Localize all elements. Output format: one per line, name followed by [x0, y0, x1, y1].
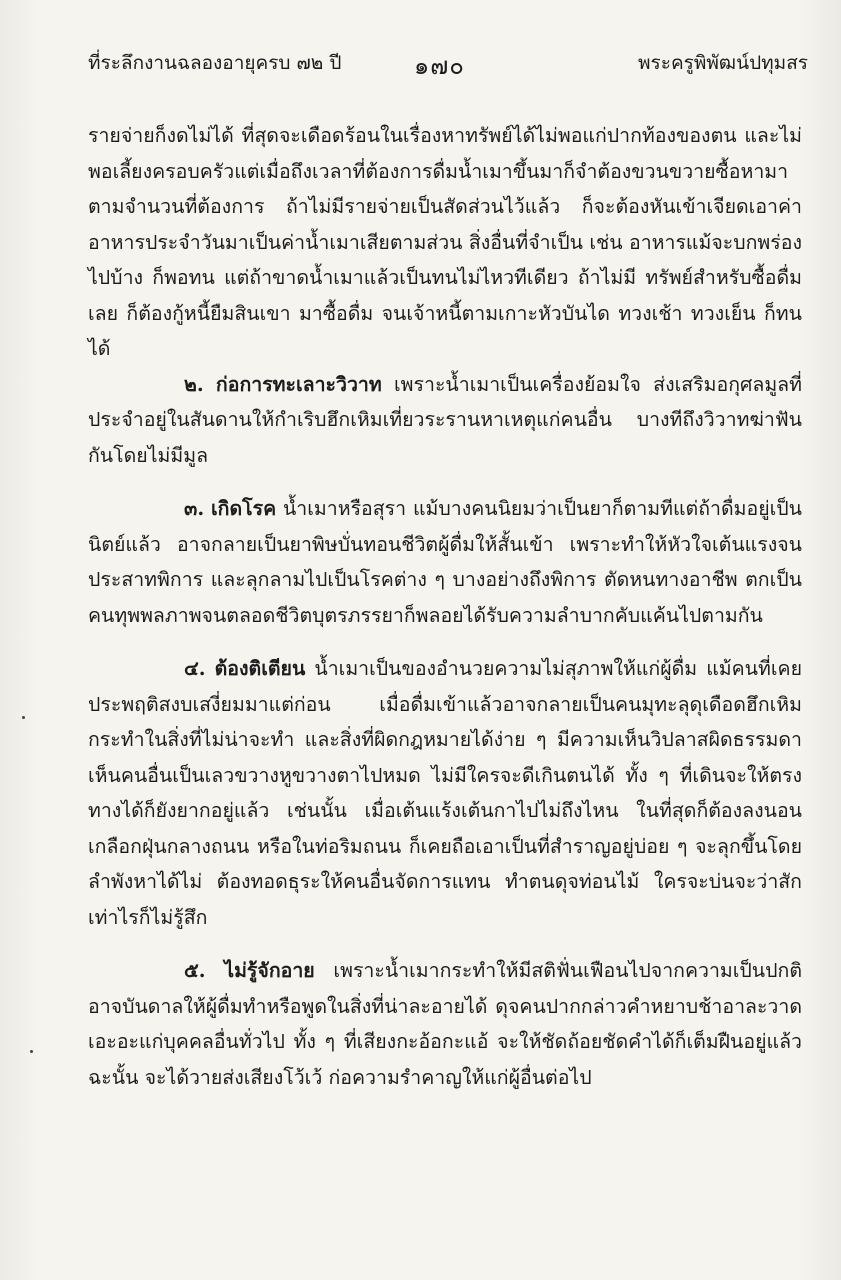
header-left-title: ที่ระลึกงานฉลองอายุครบ ๗๒ ปี	[88, 52, 342, 74]
page-header	[88, 46, 808, 80]
page-number: ๑๗๐	[414, 52, 465, 80]
body-text	[88, 118, 802, 1095]
item-term: ต้องติเตียน	[214, 657, 306, 680]
list-item	[88, 491, 802, 633]
item-text: น้ำเมาเป็นของอำนวยความไม่สุภาพให้แก่ผู้ดื่ม แม้คนที่เคยประพฤติสงบเสงี่ยมมาแต่ก่อน เมื่อดื่มเข้าแล้วอาจกลายเป็นคนมุทะลุดุเดือดฮึกเหิม กระทำในสิ่งที่ไม่น่าจะทำ และสิ่งที่ผิดกฎหมายได้ง่าย ๆ มีความเห็นวิปลาสผิดธรรมดา เห็นคนอื่นเป็นเลวขวางหูขวางตาไปหมด ไม่มีใครจะดีเกินตนได้ ทั้ง ๆ ที่เดินจะให้ตรงทางได้ก็ยังยากอยู่แล้ว เช่นนั้น เมื่อเต้นแร้งเต้นกาไปไม่ถึงไหน ในที่สุดก็ต้องลงนอนเกลือกฝุ่นกลางถนน หรือในท่อริมถนน ก็เคยถือเอาเป็นที่สำราญอยู่บ่อย ๆ จะลุกขึ้นโดยลำพังหาได้ไม่ ต้องทอดธุระให้คนอื่นจัดการแทน ทำตนดุจท่อนไม้ ใครจะบ่นจะว่าสักเท่าไรก็ไม่รู้สึก	[88, 657, 802, 929]
item-term: ก่อการทะเลาะวิวาท	[215, 372, 382, 396]
item-number: ๓.	[184, 497, 205, 520]
list-item	[88, 367, 802, 474]
list-item	[88, 953, 802, 1095]
item-number: ๔.	[184, 657, 206, 680]
header-right-title: พระครูพิพัฒน์ปทุมสร	[638, 52, 808, 74]
scan-speck	[22, 716, 25, 719]
scan-speck	[30, 1050, 33, 1053]
item-text: เพราะน้ำเมากระทำให้มีสติฟั่นเฟือนไปจากความเป็นปกติ อาจบันดาลให้ผู้ดื่มทำหรือพูดในสิ่งที่น่าละอายได้ ดุจคนปากกล่าวคำหยาบช้าอาละวาดเอะอะแก่บุคคลอื่นทั่วไป ทั้ง ๆ ที่เสียงกะอ้อกะแอ้ จะให้ชัดถ้อยชัดคำได้ก็เต็มฝืนอยู่แล้ว ฉะนั้น จะได้วายส่งเสียงโว้เว้ ก่อความรำคาญให้แก่ผู้อื่นต่อไป	[88, 959, 802, 1089]
item-term: เกิดโรค	[210, 497, 277, 520]
item-number: ๒.	[184, 372, 204, 396]
item-text: เพราะน้ำเมาเป็นเครื่องย้อมใจ ส่งเสริมอกุศลมูลที่ประจำอยู่ในสันดานให้กำเริบฮึกเหิมเที่ยวระรานหาเหตุแก่คนอื่น บางทีถึงวิวาทฆ่าฟันกันโดยไม่มีมูล	[88, 372, 802, 467]
item-number: ๕.	[184, 959, 206, 982]
item-term: ไม่รู้จักอาย	[224, 959, 315, 982]
item-text: น้ำเมาหรือสุรา แม้บางคนนิยมว่าเป็นยาก็ตามทีแต่ถ้าดื่มอยู่เป็นนิตย์แล้ว อาจกลายเป็นยาพิษบั่นทอนชีวิตผู้ดื่มให้สั้นเข้า เพราะทำให้หัวใจเต้นแรงจนประสาทพิการ และลุกลามไปเป็นโรคต่าง ๆ บางอย่างถึงพิการ ตัดหนทางอาชีพ ตกเป็นคนทุพพลภาพจนตลอดชีวิตบุตรภรรยาก็พลอยได้รับความลำบากคับแค้นไปตามกัน	[88, 497, 802, 627]
intro-paragraph: รายจ่ายก็งดไม่ได้ ที่สุดจะเดือดร้อนในเรื่องหาทรัพย์ได้ไม่พอแก่ปากท้องของตน และไม่พอเลี้ยงครอบครัวแต่เมื่อถึงเวลาที่ต้องการดื่มน้ำเมาขึ้นมาก็จำต้องขวนขวายซื้อหามาตามจำนวนที่ต้องการ ถ้าไม่มีรายจ่ายเป็นสัดส่วนไว้แล้ว ก็จะต้องหันเข้าเจียดเอาค่าอาหารประจำวันมาเป็นค่าน้ำเมาเสียตามส่วน สิ่งอื่นที่จำเป็น เช่น อาหารแม้จะบกพร่องไปบ้าง ก็พอทน แต่ถ้าขาดน้ำเมาแล้วเป็นทนไม่ไหวทีเดียว ถ้าไม่มี ทรัพย์สำหรับซื้อดื่มเลย ก็ต้องกู้หนี้ยืมสินเขา มาซื้อดื่ม จนเจ้าหนี้ตามเกาะหัวบันได ทวงเช้า ทวงเย็น ก็ทนได้	[88, 124, 802, 360]
list-item	[88, 651, 802, 935]
